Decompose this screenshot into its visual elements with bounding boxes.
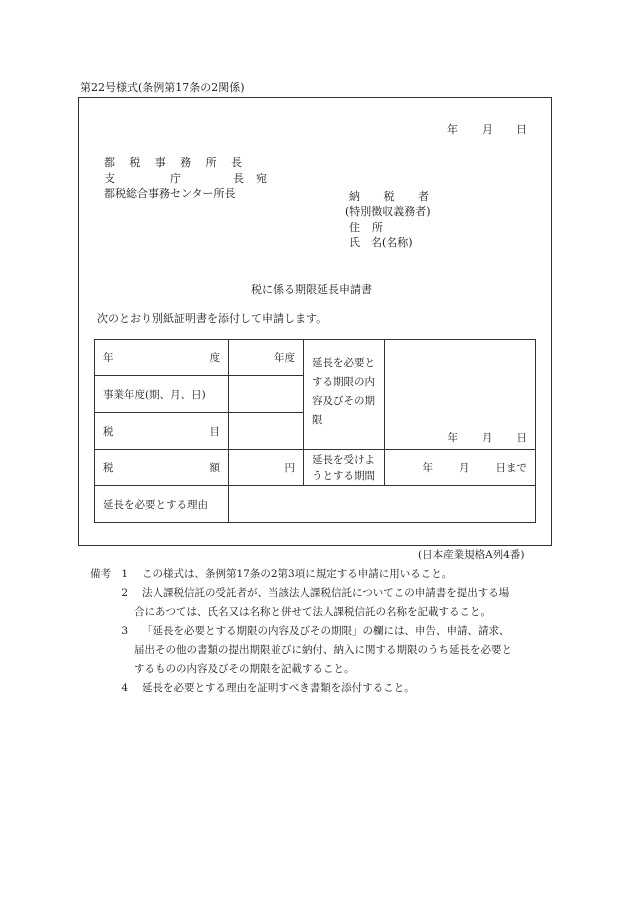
form-number-label: 第22号様式(条例第17条の2関係)	[80, 81, 245, 94]
addressee-line-1	[104, 154, 242, 170]
special-collector-label: (特別徴収義務者)	[345, 205, 431, 218]
fiscal-year-char: 年	[103, 352, 114, 364]
requested-date-year: 年	[422, 462, 433, 474]
note-text: 法人課税信託の受託者が、当該法人課税信託についてこの申請書を提出する場	[142, 587, 510, 599]
business-year-label: 事業年度(期、月、日)	[103, 388, 206, 401]
taxpayer-char: 納	[349, 190, 360, 203]
requested-period-input-cell[interactable]	[385, 450, 536, 486]
requested-date-month: 月	[459, 462, 470, 474]
note-item	[90, 622, 512, 641]
note-number: 4	[121, 682, 128, 694]
addressee-to-char: 宛	[256, 172, 267, 185]
intro-text: 次のとおり別紙証明書を添付して申請します。	[97, 312, 328, 325]
note-item	[90, 679, 512, 698]
tax-amount-char: 税	[103, 462, 114, 474]
fiscal-year-input-cell[interactable]	[229, 340, 304, 376]
note-text: 合にあつては、氏名又は名称と併せて法人課税信託の名称を記載すること。	[134, 606, 491, 618]
application-table	[94, 339, 536, 523]
tax-item-char: 税	[103, 425, 114, 438]
paper-size-note: (日本産業規格A列4番)	[418, 549, 525, 561]
addressee-line-3: 都税総合事務センター所長	[104, 187, 236, 200]
extension-content-input-cell[interactable]	[385, 340, 536, 450]
addressee-char: 所	[205, 156, 217, 169]
addressee-char: 長	[230, 156, 242, 169]
business-year-input-cell[interactable]	[229, 376, 304, 413]
addressee-char: 務	[180, 156, 192, 169]
tax-item-input-cell[interactable]	[229, 413, 304, 450]
tax-amount-label-cell	[95, 450, 229, 486]
extension-date-month: 月	[482, 432, 493, 444]
extension-content-label-line: 延長を必要と	[312, 357, 375, 369]
note-item	[90, 584, 512, 603]
addressee-chief-char: 長	[233, 172, 244, 185]
note-text: 延長を必要とする理由を証明すべき書類を添付すること。	[142, 682, 415, 694]
note-text: 届出その他の書類の提出期限並びに納付、納入に関する期限のうち延長を必要と	[134, 644, 512, 656]
note-number: 2	[121, 587, 128, 599]
requested-period-label-cell	[304, 450, 385, 486]
tax-amount-input-cell[interactable]	[229, 450, 304, 486]
notes-label: 備考	[90, 568, 111, 580]
date-year-label: 年	[447, 123, 458, 136]
address-label-char: 所	[372, 221, 383, 234]
addressee-office-char: 庁	[170, 172, 181, 185]
extension-date-year: 年	[447, 432, 458, 444]
tax-item-char: 目	[209, 425, 220, 438]
note-item	[90, 565, 512, 584]
note-text: するものの内容及びその期限を記載すること。	[134, 663, 355, 675]
business-year-label-cell	[95, 376, 229, 413]
requested-period-label-line: 延長を受けよ	[312, 453, 375, 466]
name-label: 氏 名(名称)	[349, 236, 413, 249]
date-month-label: 月	[482, 123, 493, 136]
reason-label-cell	[95, 486, 229, 523]
address-label-char: 住	[349, 221, 360, 234]
requested-period-label-line: うとする期間	[312, 469, 375, 482]
reason-input-cell[interactable]	[229, 486, 536, 523]
extension-content-label-line: する期限の内	[312, 376, 375, 388]
tax-amount-unit: 円	[284, 462, 295, 474]
reason-label: 延長を必要とする理由	[103, 498, 208, 511]
addressee-char: 都	[104, 156, 115, 169]
requested-date-until: 日まで	[495, 462, 527, 474]
addressee-char: 事	[154, 156, 166, 169]
extension-content-label-line: 容及びその期	[312, 395, 375, 407]
note-number: 1	[121, 568, 128, 580]
form-title: 税に係る期限延長申請書	[251, 283, 372, 296]
fiscal-year-char: 度	[209, 352, 220, 364]
taxpayer-label	[349, 188, 429, 204]
date-day-label: 日	[516, 123, 527, 136]
fiscal-year-unit: 年度	[274, 352, 295, 364]
extension-content-label-cell	[304, 340, 385, 450]
addressee-branch-char: 支	[104, 172, 115, 185]
notes-section	[90, 565, 512, 698]
tax-amount-char: 額	[209, 462, 220, 474]
tax-item-label-cell	[95, 413, 229, 450]
extension-date-day: 日	[516, 432, 527, 444]
note-text: この様式は、条例第17条の2第3項に規定する申請に用いること。	[142, 568, 453, 580]
extension-content-label-line: 限	[312, 414, 323, 426]
fiscal-year-label-cell	[95, 340, 229, 376]
taxpayer-char: 税	[383, 190, 395, 203]
addressee-char: 税	[129, 156, 141, 169]
note-number: 3	[121, 625, 128, 637]
taxpayer-char: 者	[418, 190, 429, 203]
note-text: 「延長を必要とする期限の内容及びその期限」の欄には、申告、申請、請求、	[142, 625, 510, 637]
